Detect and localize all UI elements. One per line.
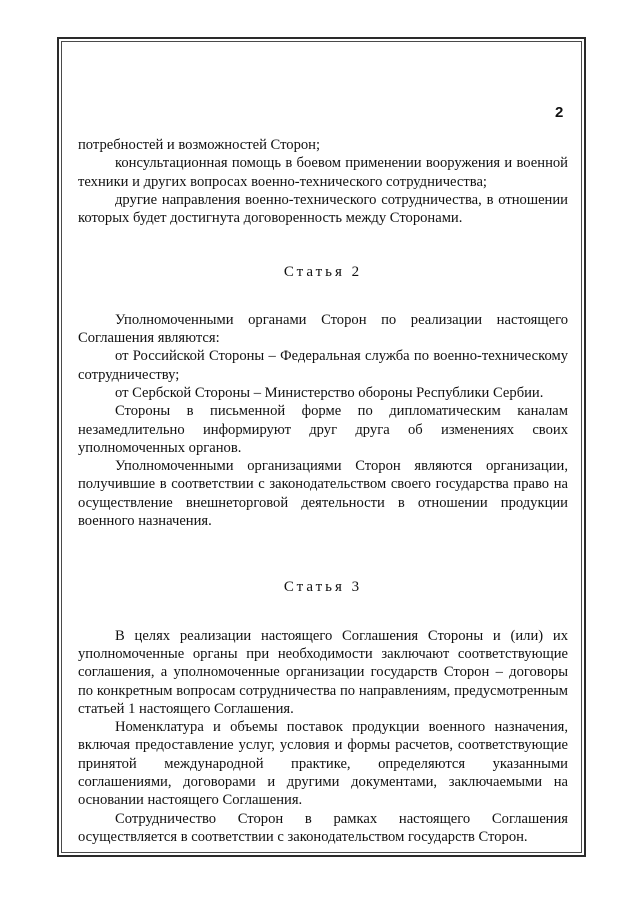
page-number: 2 (555, 104, 564, 121)
article-3-heading: Статья 3 (283, 579, 363, 596)
article-2-paragraph: от Сербской Стороны – Министерство обороны Республики Сербии. (115, 384, 544, 401)
article-2-paragraph: Уполномоченными органами Сторон по реализации настоящего Соглашения являются: (78, 311, 568, 347)
intro-paragraph: другие направления военно-технического сотрудничества, в отношении которых будет достигнута договоренность между Сторонами. (78, 191, 568, 227)
article-2-heading: Статья 2 (283, 264, 363, 281)
article-2-paragraph: от Российской Стороны – Федеральная служба по военно-техническому сотрудничеству; (78, 348, 568, 383)
article-3-paragraph: В целях реализации настоящего Соглашения Стороны и (или) их уполномоченные органы при необходимости заключают соответствующие соглашения, а уполномоченные организации государств Сторон – договоры по конкретным вопросам сотрудничества по направлениям, предусмотренным статьей 1 настоящего Соглашения. (78, 627, 568, 717)
article-2-paragraph: Уполномоченными организациями Сторон являются организации, получившие в соответствии с законодательством своего государства право на осуществление внешнеторговой деятельности в отношении продукции военного назначения. (78, 458, 568, 530)
article-3-paragraph: Номенклатура и объемы поставок продукции военного назначения, включая предоставление услуг, условия и формы расчетов, соответствующие принятой международной практике, определяются указанными соглашениями, договорами и другими документами, заключаемыми на основании настоящего Соглашения. (78, 719, 568, 809)
intro-paragraph: консультационная помощь в боевом применении вооружения и военной техники и других вопросах военно-технического сотрудничества; (78, 155, 568, 190)
article-3-paragraph: Сотрудничество Сторон в рамках настоящего Соглашения осуществляется в соответствии с законодательством государств Сторон. (78, 810, 568, 845)
intro-paragraph-continuation: потребностей и возможностей Сторон; (78, 137, 321, 153)
document-body (78, 136, 568, 846)
article-2-paragraph: Стороны в письменной форме по дипломатическим каналам незамедлительно информируют друг друга об изменениях своих уполномоченных органов. (78, 403, 568, 456)
